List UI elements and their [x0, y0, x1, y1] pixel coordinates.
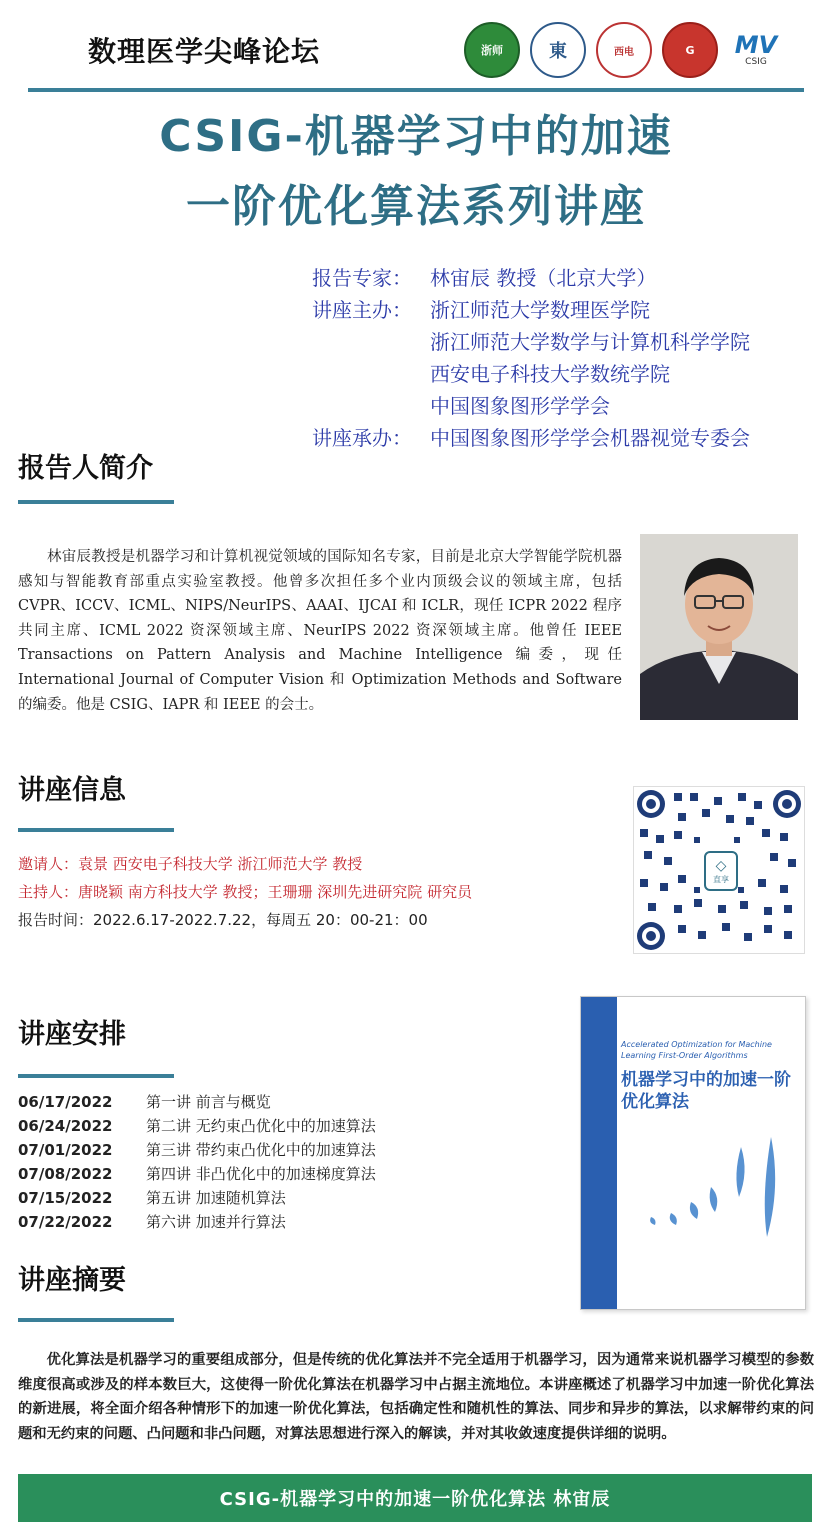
schedule-topic: 第三讲 带约束凸优化中的加速算法: [146, 1141, 376, 1159]
dong-logo: 東: [530, 22, 586, 78]
schedule-row: [18, 1090, 376, 1114]
schedule-row: [18, 1138, 376, 1162]
qr-center-label: 直享: [713, 874, 729, 884]
book-english-title: Accelerated Optimization for Machine Learning First-Order Algorithms: [621, 1040, 772, 1060]
schedule-row: [18, 1162, 376, 1186]
schedule-date: 07/22/2022: [18, 1213, 113, 1231]
book-cover: [580, 996, 806, 1310]
diamond-icon: ◇: [715, 857, 727, 874]
moderator-line: 主持人：唐晓颖 南方科技大学 教授；王珊珊 深圳先进研究院 研究员: [18, 883, 473, 901]
schedule-row: [18, 1114, 376, 1138]
inviter-line: 邀请人：袁景 西安电子科技大学 浙江师范大学 教授: [18, 855, 363, 873]
schedule-topic: 第六讲 加速并行算法: [146, 1213, 286, 1231]
schedule-row: [18, 1186, 376, 1210]
speaker-bio: 林宙辰教授是机器学习和计算机视觉领域的国际知名专家，目前是北京大学智能学院机器感知与智能教育部重点实验室教授。他曾多次担任多个业内顶级会议的领域主席，包括 CVPR、ICCV、ICML、NIPS/NeurIPS、AAAI、IJCAI 和 ICLR，现任 ICPR 2022 程序共同主席、ICML 2022 资深领域主席、NeurIPS 2022 资深领域主席。他曾任 IEEE Transactions on Pattern Analysis and Machine Intelligence 编委，现任 International Journal of Computer Vision 和 Optimization Methods and Software 的编委。他是 CSIG、IAPR 和 IEEE 的会士。: [18, 549, 622, 713]
host-value: 浙江师范大学数理医学院: [430, 298, 650, 322]
organizer-value: 中国图象图形学学会机器视觉专委会: [430, 426, 750, 450]
schedule-topic: 第五讲 加速随机算法: [146, 1189, 286, 1207]
schedule-topic: 第一讲 前言与概览: [146, 1093, 271, 1111]
expert-label: 报告专家：: [312, 266, 412, 290]
host-value: 中国图象图形学学会: [430, 394, 610, 418]
schedule-date: 07/15/2022: [18, 1189, 113, 1207]
top-divider: [28, 88, 804, 92]
host-label: 讲座主办：: [312, 298, 412, 322]
host-value: 浙江师范大学数学与计算机科学学院: [430, 330, 750, 354]
xidian-logo: 西电: [596, 22, 652, 78]
logo-row: [464, 22, 784, 84]
zjnu-medical-logo: 浙师: [464, 22, 520, 78]
portrait-illustration: [640, 534, 798, 720]
bio-section-rule: [18, 500, 174, 504]
schedule-date: 06/17/2022: [18, 1093, 113, 1111]
book-chinese-title: 机器学习中的加速一阶优化算法: [621, 1070, 791, 1112]
forum-title: 数理医学尖峰论坛: [88, 35, 321, 68]
footer-banner: CSIG-机器学习中的加速一阶优化算法 林宙辰: [18, 1474, 812, 1522]
schedule-date: 07/01/2022: [18, 1141, 113, 1159]
csig-red-logo: G: [662, 22, 718, 78]
expert-value: 林宙辰 教授（北京大学）: [430, 266, 657, 290]
main-title-line1: CSIG-机器学习中的加速: [159, 111, 673, 162]
abstract-section-rule: [18, 1318, 174, 1322]
schedule-row: [18, 1210, 376, 1234]
host-value: 西安电子科技大学数统学院: [430, 362, 670, 386]
mv-csig-logo: MV CSIG: [728, 22, 784, 78]
lecture-info-section-title: 讲座信息: [18, 775, 126, 806]
schedule-topic: 第四讲 非凸优化中的加速梯度算法: [146, 1165, 376, 1183]
schedule-date: 07/08/2022: [18, 1165, 113, 1183]
qr-code[interactable]: [633, 786, 805, 954]
bio-section-title: 报告人简介: [18, 453, 153, 484]
lecture-info: [18, 850, 472, 934]
schedule-section-title: 讲座安排: [18, 1019, 126, 1050]
abstract-text: 优化算法是机器学习的重要组成部分，但是传统的优化算法并不完全适用于机器学习，因为通常来说机器学习模型的参数维度很高或涉及的样本数巨大，这使得一阶优化算法在机器学习中占据主流地位。本讲座概述了机器学习中加速一阶优化算法的新进展，将全面介绍各种情形下的加速一阶优化算法，包括确定性和随机性的算法、同步和异步的算法，以求解带约束的问题和无约束的问题、凸问题和非凸问题，对算法思想进行深入的解读，并对其收敛速度提供详细的说明。: [18, 1352, 814, 1442]
main-title-line2: 一阶优化算法系列讲座: [186, 181, 646, 232]
schedule-list: [18, 1090, 376, 1234]
lecture-organizers: [312, 262, 750, 454]
feather-illustration: [581, 997, 806, 1310]
schedule-topic: 第二讲 无约束凸优化中的加速算法: [146, 1117, 376, 1135]
time-line: 报告时间：2022.6.17-2022.7.22，每周五 20：00-21：00: [18, 911, 428, 929]
speaker-portrait: [640, 534, 798, 720]
lecture-info-section-rule: [18, 828, 174, 832]
schedule-date: 06/24/2022: [18, 1117, 113, 1135]
qr-center-badge: [704, 851, 738, 891]
organizer-label: 讲座承办：: [312, 426, 412, 450]
abstract-section-title: 讲座摘要: [18, 1265, 126, 1296]
schedule-section-rule: [18, 1074, 174, 1078]
